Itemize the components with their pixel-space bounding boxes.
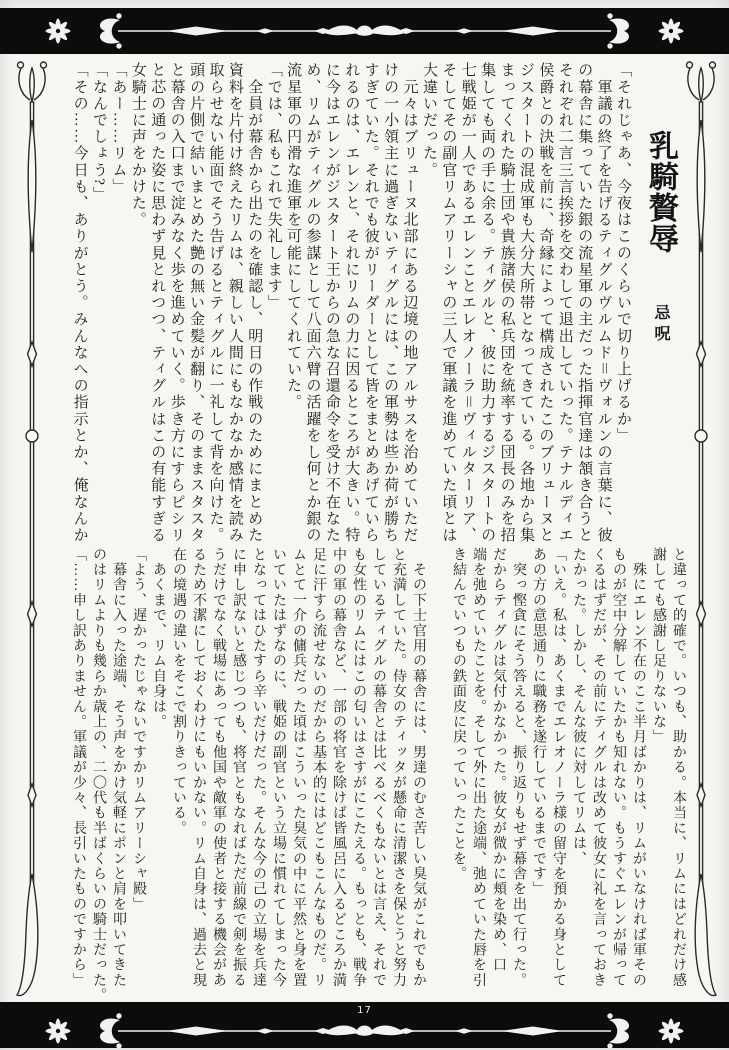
text-line: め、リムがティグルの参謀として八面六臂の活躍をし何とか銀の	[304, 62, 321, 544]
text-line: 「いえ。私は、あくまでエレオノーラ様の留守を預かる身として	[551, 547, 566, 988]
text-line: 頭の片側で結いまとめた艶の無い金髪が翻り、そのままスタスタ	[188, 62, 205, 544]
text-line: 取らせない能面でそう告げるとティグルに一礼して背を向けた。	[207, 62, 224, 544]
text-line: 軍議の終了を告げるティグルヴルムド＝ヴォルンの言葉に、彼	[595, 62, 612, 544]
text-line: 侯爵との決戦を前に、奇縁によって構成されたこのブリューヌと	[537, 62, 554, 544]
text-line: 幕舎に入った途端、そう声をかけ気軽にポンと肩を叩いてきた	[111, 547, 126, 988]
text-line: あくまで、リム自身は。	[151, 547, 166, 730]
text-line: 女騎士に声をかけた。	[129, 62, 146, 228]
text-line: しているティグルの幕舎とは比べるべくもないとは言え、それで	[371, 547, 386, 988]
text-line: 「なんでしょう?」	[91, 62, 108, 204]
text-line: に今はエレンがジスタート王からの急な召還命令を受け不在なた	[323, 62, 340, 544]
right-spear-ornament-icon	[683, 54, 719, 1002]
text-line: 端を弛めていたことを。そして外に出た途端、弛めていた唇を引	[471, 547, 486, 988]
text-line: 「それじゃあ、今夜はこのくらいで切り上げるか」	[615, 62, 631, 444]
text-line: 大違いだった。	[420, 62, 437, 179]
text-line: ムとて一介の傭兵だった頃はこういった臭気の中に平然と身を置	[291, 547, 306, 988]
story-title: 乳騎贅辱	[644, 130, 677, 254]
text-line: あの方の意思通りに職務を遂行しているまでです」	[531, 547, 546, 897]
left-spear-ornament-icon	[14, 54, 50, 1002]
text-line: 中の軍の幕舎など、一部の将官を除けば皆風呂に入るどころか満	[331, 547, 346, 988]
text-line: 七戦姫が一人であるエレンことエレオノーラ＝ヴィルターリア、	[459, 62, 476, 544]
text-line: それぞれ二言三言挨拶を交わして退出していった。テナルディエ	[556, 62, 573, 544]
text-line: も女性のリムにはこの匂いはさすがにこたえる。もっとも、戦争	[351, 547, 366, 988]
text-line: のはリムよりも幾らか歳上の、二〇代も半ばくらいの騎士だった。	[91, 547, 106, 1003]
border-ornament-icon	[0, 8, 729, 54]
page-number: 17	[357, 1005, 372, 1016]
text-line: 「では、私もこれで失礼します」	[265, 62, 282, 311]
text-line: と充満していた。侍女のティッタが懸命に清潔さを保とうと努力	[391, 547, 406, 988]
top-border	[0, 8, 729, 54]
text-line: 全員が幕舎から出たのを確認し、明日の作戦のためにまとめた	[246, 62, 263, 544]
text-line: 「その……今日も、ありがとう。みんなへの指示とか、俺なんか	[71, 62, 88, 544]
text-line: と芯の通った姿に思わず見とれつつ、ティグルはこの有能すぎる	[149, 62, 166, 544]
text-line: と違って的確で。いつも、助かる。本当に、リムにはどれだけ感	[671, 547, 686, 988]
text-line: その下士官用の幕舎には、男達のむさ苦しい臭気がこれでもか	[411, 547, 426, 988]
text-line	[428, 547, 448, 1011]
text-line: 殊にエレン不在のここ半月ばかりは、リムがいなければ軍その	[631, 547, 646, 988]
text-line: れるのは、エレンと、それにリムの力に因るところが大きい。特	[343, 62, 360, 544]
text-line: すぎていた。それでも彼がリーダーとして皆をまとめあげていら	[362, 62, 379, 544]
text-line: 「あー……リム」	[110, 62, 127, 195]
text-block-bottom	[68, 547, 688, 1011]
text-block-top	[69, 62, 632, 546]
author-name: 忌呪	[652, 304, 669, 346]
text-line: うだけでなく戦場にあっても他国や敵軍の使者と接する機会があ	[211, 547, 226, 988]
text-line: 元々はブリューヌ北部にある辺境の地アルサスを治めていただ	[401, 62, 418, 544]
text-line: 資料を片付け終えたリムは、親しい人間にもなかなか感情を読み	[226, 62, 243, 544]
text-line: 在の境遇の違いをそこで割りきっている。	[171, 547, 186, 836]
text-line: 流星軍の円滑な進軍を可能にしてくれていた。	[285, 62, 302, 411]
text-line: の幕舎に集っていた銀の流星軍の主だった指揮官達は頷き合うと	[576, 62, 593, 544]
text-line: まってくれた騎士団や貴族諸侯の私兵団を統率する団長のみを招	[498, 62, 515, 544]
text-line: たかった。しかし、そんな彼に対してリムは、	[571, 547, 586, 867]
text-line: 「……申し訳ありません。軍議が少々、長引いたものですから」	[71, 547, 86, 988]
text-line: いていたはずなのに、戦姫の副官という立場に慣れてしまった今	[271, 547, 286, 988]
text-line: ものが空中分解していたかも知れない。もうすぐエレンが帰って	[611, 547, 626, 988]
text-line: き結んでいつもの鉄面皮に戻っていったことを。	[451, 547, 466, 882]
text-line: だからティグルは気付かなかった。彼女が微かに頬を染め、口	[491, 547, 506, 973]
text-line: 謝しても感謝し足りないな」	[651, 547, 666, 745]
text-line: 突っ慳貪にそう答えると、振り返りもせず幕舎を出て行った。	[511, 547, 526, 988]
text-line: に申し訳ないと感じつつも、将官ともなればただ前線で剣を振る	[231, 547, 246, 988]
text-line: そしてその副官リムアリーシャの三人で軍議を進めていた頃とは	[440, 62, 457, 544]
text-line: るため不潔にしておくわけにもいかない。リム自身は、過去と現	[191, 547, 206, 988]
text-line: けの一小領主に過ぎないティグルには、この軍勢は些か荷が勝ち	[382, 62, 399, 544]
text-line: 足に汗すら流せないのだから基本的にはどこもこんなものだ。リ	[311, 547, 326, 988]
text-line: 「よう、遅かったじゃないですかリムアリーシャ殿」	[131, 547, 146, 912]
text-line: ジスタートの混成軍も大分大所帯となってきている。各地から集	[517, 62, 534, 544]
text-line: 集しても両の手に余る。ティグルと、彼に助力するジスタートの	[479, 62, 496, 544]
text-line: となってはひたすら辛いだけだった。そんな今の己の立場を兵達	[251, 547, 266, 988]
text-line: と幕舎の入口まで淀みなく歩を進めていく。歩き方にすらピシリ	[168, 62, 185, 544]
text-line: くるはずだが、その前にティグルは改めて彼女に礼を言っておき	[591, 547, 606, 988]
